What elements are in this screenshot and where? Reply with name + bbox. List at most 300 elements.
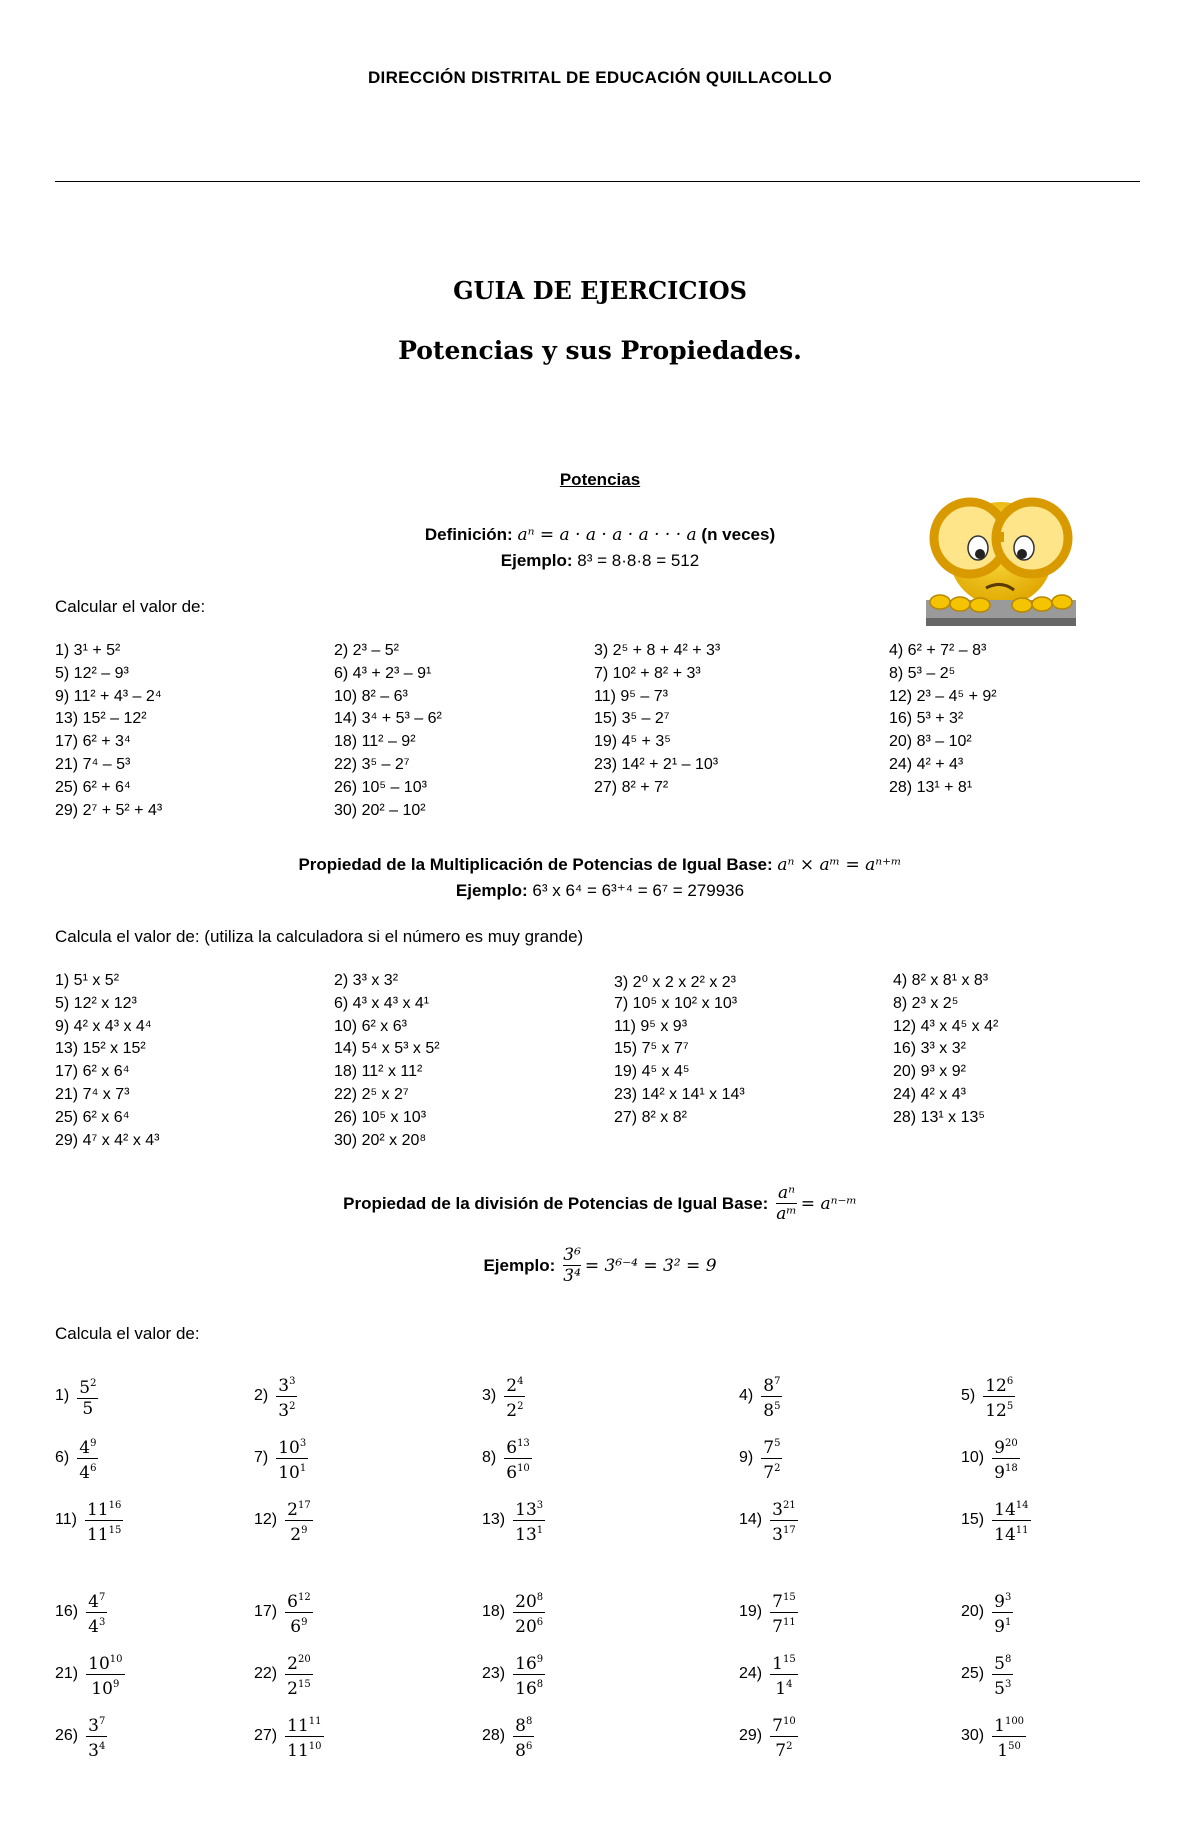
denominator-exponent: 11 — [1015, 1524, 1029, 1536]
definition-suffix: (n veces) — [701, 525, 776, 544]
denominator-exponent: 11 — [782, 1616, 796, 1628]
division-property-numerator: aⁿ — [778, 1183, 796, 1203]
numerator-exponent: 13 — [517, 1437, 530, 1449]
fraction-exercise — [254, 1586, 313, 1638]
exercise-item: 10) 6² x 6³ — [334, 1017, 407, 1035]
denominator-base: 4 — [88, 1616, 99, 1637]
denominator-exponent: 6 — [525, 1740, 533, 1752]
numerator-base: 20 — [515, 1591, 537, 1612]
exercise-item: 1) 5¹ x 5² — [55, 972, 120, 989]
denominator-exponent: 3 — [98, 1616, 106, 1628]
denominator — [513, 1521, 545, 1545]
fraction-exercise — [254, 1494, 313, 1546]
numerator-exponent: 15 — [782, 1591, 796, 1603]
fraction-exercise — [55, 1586, 107, 1638]
denominator-exponent: 1 — [299, 1462, 307, 1474]
exercise-number: 28) — [482, 1727, 506, 1744]
fraction — [85, 1496, 123, 1545]
division-property-rhs: = aⁿ⁻ᵐ — [800, 1193, 857, 1214]
denominator-exponent: 6 — [536, 1616, 544, 1628]
numerator-exponent: 2 — [90, 1377, 97, 1389]
exercise-number: 6) — [55, 1449, 70, 1466]
example-label-3: Ejemplo: — [483, 1255, 556, 1275]
exercise-item: 30) 20² x 20⁸ — [334, 1131, 427, 1149]
exercise-item: 17) 6² x 6⁴ — [55, 1063, 130, 1081]
denominator — [86, 1613, 107, 1637]
exercise-item: 25) 6² + 6⁴ — [55, 778, 131, 796]
exercise-number: 20) — [961, 1603, 985, 1620]
exercise-item: 2) 2³ – 5² — [334, 642, 399, 659]
denominator — [86, 1737, 107, 1761]
denominator-base: 3 — [278, 1400, 290, 1421]
numerator-base: 5 — [994, 1653, 1005, 1674]
exercise-item: 5) 12² x 12³ — [55, 994, 137, 1012]
exercise-item: 8) 2³ x 2⁵ — [893, 994, 959, 1012]
fraction — [513, 1712, 534, 1761]
division-property-line — [0, 1183, 1200, 1224]
numerator-base: 3 — [88, 1715, 99, 1736]
numerator — [86, 1650, 124, 1674]
numerator-base: 1 — [994, 1715, 1005, 1736]
numerator — [770, 1496, 798, 1520]
numerator — [77, 1374, 98, 1398]
denominator — [761, 1397, 782, 1421]
numerator-exponent: 11 — [308, 1715, 322, 1727]
denominator-base: 9 — [994, 1462, 1005, 1483]
exercise-item: 11) 9⁵ x 9³ — [614, 1017, 688, 1035]
example-text-2: 6³ x 6⁴ = 6³⁺⁴ = 6⁷ = 279936 — [527, 881, 745, 900]
fraction-exercise — [739, 1494, 798, 1546]
numerator-base: 3 — [278, 1375, 290, 1396]
numerator-base: 7 — [763, 1437, 775, 1458]
exercise-item: 10) 8² – 6³ — [334, 687, 408, 705]
exercise-number: 27) — [254, 1727, 278, 1744]
numerator — [276, 1434, 308, 1458]
exercise-item: 26) 10⁵ x 10³ — [334, 1108, 427, 1126]
example-text: 8³ = 8·8·8 = 512 — [572, 551, 700, 570]
exercise-item: 8) 5³ – 2⁵ — [889, 664, 956, 682]
fraction — [770, 1588, 798, 1637]
denominator-exponent: 9 — [112, 1678, 120, 1690]
exercise-item: 22) 2⁵ x 2⁷ — [334, 1086, 409, 1103]
numerator-exponent: 3 — [289, 1375, 296, 1387]
numerator — [504, 1372, 525, 1396]
numerator-base: 13 — [515, 1499, 537, 1520]
numerator-base: 6 — [287, 1591, 298, 1612]
division-property-denominator: aᵐ — [776, 1204, 797, 1224]
division-property-title: Propiedad de la división de Potencias de Igual Base: — [343, 1193, 769, 1213]
exercise-item: 3) 2⁵ + 8 + 4² + 3³ — [594, 642, 721, 659]
numerator-base: 2 — [287, 1499, 298, 1520]
denominator-exponent: 10 — [308, 1740, 322, 1752]
denominator — [504, 1459, 532, 1483]
denominator-base: 5 — [82, 1398, 94, 1419]
exercise-item: 16) 3³ x 3² — [893, 1040, 966, 1058]
fraction — [77, 1374, 98, 1419]
fraction-exercise — [482, 1710, 534, 1762]
exercise-item: 11) 9⁵ – 7³ — [594, 687, 668, 705]
exercise-item: 19) 4⁵ + 3⁵ — [594, 733, 671, 751]
numerator — [761, 1372, 782, 1396]
exercise-item: 18) 11² – 9² — [334, 733, 416, 751]
denominator-base: 10 — [91, 1678, 113, 1699]
guide-title: GUIA DE EJERCICIOS — [453, 276, 747, 305]
fraction-exercise — [254, 1710, 324, 1762]
denominator-base: 16 — [515, 1678, 537, 1699]
division-property-fraction — [776, 1183, 797, 1224]
exercise-item: 4) 6² + 7² – 8³ — [889, 642, 987, 659]
fraction-exercise — [961, 1586, 1013, 1638]
exercise-number: 23) — [482, 1665, 506, 1682]
exercise-item: 12) 2³ – 4⁵ + 9² — [889, 687, 997, 705]
numerator-exponent: 9 — [90, 1437, 97, 1449]
denominator-exponent: 5 — [1006, 1400, 1014, 1412]
denominator-exponent: 10 — [517, 1462, 530, 1474]
fraction — [86, 1712, 107, 1761]
exercise-item: 27) 8² + 7² — [594, 778, 669, 796]
definition-label: Definición: — [424, 525, 513, 544]
numerator — [276, 1372, 297, 1396]
exercise-number: 30) — [961, 1727, 985, 1744]
fraction-exercise — [739, 1370, 782, 1422]
numerator-exponent: 20 — [1004, 1437, 1018, 1449]
fraction-exercise — [482, 1586, 545, 1638]
exercise-number: 2) — [254, 1387, 269, 1404]
denominator — [285, 1737, 323, 1761]
fraction — [77, 1434, 98, 1483]
numerator — [285, 1650, 313, 1674]
fraction-exercise — [739, 1586, 798, 1638]
numerator — [85, 1496, 123, 1520]
exercise-number: 9) — [739, 1449, 754, 1466]
exercise-item: 6) 4³ x 4³ x 4¹ — [334, 994, 430, 1012]
numerator-base: 9 — [994, 1437, 1005, 1458]
numerator-exponent: 3 — [536, 1499, 544, 1511]
numerator-base: 8 — [515, 1715, 526, 1736]
denominator-exponent: 4 — [98, 1740, 106, 1752]
denominator — [992, 1613, 1013, 1637]
denominator-base: 2 — [287, 1678, 298, 1699]
numerator-base: 3 — [772, 1499, 783, 1520]
denominator-base: 8 — [515, 1740, 526, 1761]
fraction — [513, 1588, 545, 1637]
denominator-exponent: 18 — [1004, 1462, 1018, 1474]
denominator — [504, 1397, 525, 1421]
denominator-exponent: 3 — [1004, 1678, 1012, 1690]
numerator — [86, 1588, 107, 1612]
exercise-item: 13) 15² x 15² — [55, 1040, 146, 1058]
exercise-number: 25) — [961, 1665, 985, 1682]
numerator — [992, 1650, 1013, 1674]
denominator — [89, 1675, 121, 1699]
numerator-base: 2 — [506, 1375, 518, 1396]
exercise-item: 26) 10⁵ – 10³ — [334, 778, 427, 796]
denominator-base: 8 — [763, 1400, 775, 1421]
denominator-base: 10 — [278, 1462, 300, 1483]
fraction — [285, 1712, 323, 1761]
exercise-item: 15) 7⁵ x 7⁷ — [614, 1040, 689, 1058]
exercise-item: 9) 11² + 4³ – 2⁴ — [55, 687, 162, 705]
numerator-base: 16 — [515, 1653, 537, 1674]
fraction-exercise — [482, 1648, 545, 1700]
numerator — [513, 1712, 534, 1736]
denominator — [770, 1521, 798, 1545]
exercise-number: 19) — [739, 1603, 763, 1620]
denominator-exponent: 2 — [289, 1400, 296, 1412]
fraction — [513, 1496, 545, 1545]
fraction — [770, 1650, 798, 1699]
numerator-exponent: 7 — [98, 1715, 106, 1727]
numerator — [992, 1496, 1030, 1520]
numerator-base: 11 — [86, 1499, 109, 1520]
exercise-item: 3) 2⁰ x 2 x 2² x 2³ — [614, 974, 737, 991]
numerator-base: 5 — [79, 1377, 91, 1398]
exercise-number: 12) — [254, 1511, 278, 1528]
exercise-item: 7) 10² + 8² + 3³ — [594, 664, 701, 682]
guide-subtitle: Potencias y sus Propiedades. — [398, 336, 802, 365]
denominator-base: 7 — [772, 1616, 783, 1637]
fraction — [504, 1434, 532, 1483]
numerator-exponent: 12 — [297, 1591, 311, 1603]
denominator — [276, 1397, 297, 1421]
denominator-base: 1 — [997, 1740, 1009, 1761]
fraction — [285, 1650, 313, 1699]
denominator-base: 14 — [994, 1524, 1016, 1545]
multiplication-property-formula: aⁿ × aᵐ = aⁿ⁺ᵐ — [777, 855, 902, 875]
exercise-number: 15) — [961, 1511, 985, 1528]
fraction-exercise — [961, 1432, 1020, 1484]
multiplication-property-title: Propiedad de la Multiplicación de Potencias de Igual Base: — [298, 855, 773, 874]
numerator-exponent: 100 — [1004, 1715, 1025, 1727]
denominator — [992, 1675, 1013, 1699]
denominator-exponent: 8 — [536, 1678, 544, 1690]
exercise-item: 14) 5⁴ x 5³ x 5² — [334, 1040, 440, 1058]
numerator-exponent: 7 — [98, 1591, 106, 1603]
fraction-exercise — [55, 1710, 107, 1762]
fraction-exercise — [254, 1370, 297, 1422]
numerator — [770, 1650, 798, 1674]
fraction-exercise — [482, 1494, 545, 1546]
denominator — [761, 1459, 782, 1483]
exercise-number: 8) — [482, 1449, 497, 1466]
fraction — [992, 1496, 1030, 1545]
example-line-3 — [0, 1245, 1200, 1286]
exercise-item: 24) 4² + 4³ — [889, 756, 964, 773]
section-potencias-title: Potencias — [559, 470, 641, 489]
district-header: DIRECCIÓN DISTRITAL DE EDUCACIÓN QUILLACOLLO — [367, 68, 832, 87]
fraction-exercise — [254, 1648, 313, 1700]
numerator-exponent: 10 — [782, 1715, 796, 1727]
exercise-number: 22) — [254, 1665, 278, 1682]
denominator-exponent: 1 — [536, 1524, 544, 1536]
denominator-base: 6 — [290, 1616, 302, 1637]
exercise-item: 20) 8³ – 10² — [889, 733, 972, 751]
exercise-item: 28) 13¹ + 8¹ — [889, 778, 973, 796]
exercise-number: 21) — [55, 1665, 79, 1682]
denominator — [77, 1459, 98, 1483]
exercise-item: 6) 4³ + 2³ – 9¹ — [334, 664, 432, 682]
fraction — [276, 1434, 308, 1483]
exercise-item: 22) 3⁵ – 2⁷ — [334, 756, 410, 773]
denominator — [773, 1675, 794, 1699]
numerator-exponent: 6 — [1006, 1375, 1014, 1387]
exercise-number: 24) — [739, 1665, 763, 1682]
numerator — [513, 1496, 545, 1520]
exercise-item: 9) 4² x 4³ x 4⁴ — [55, 1017, 152, 1035]
numerator-base: 10 — [278, 1437, 300, 1458]
numerator — [285, 1712, 323, 1736]
numerator-exponent: 8 — [536, 1591, 544, 1603]
denominator-base: 12 — [985, 1400, 1007, 1421]
fraction-exercise — [55, 1432, 98, 1484]
numerator-exponent: 4 — [517, 1375, 524, 1387]
numerator-base: 4 — [79, 1437, 91, 1458]
definition-formula: aⁿ = a · a · a · a · · · a — [517, 525, 697, 545]
header-rule — [55, 181, 1140, 182]
denominator — [983, 1397, 1015, 1421]
exercise-item: 29) 4⁷ x 4² x 4³ — [55, 1131, 160, 1149]
example-label: Ejemplo: — [500, 551, 573, 570]
numerator — [77, 1434, 98, 1458]
exercise-item: 21) 7⁴ – 5³ — [55, 756, 131, 773]
fraction-exercise — [739, 1710, 798, 1762]
denominator-exponent: 9 — [301, 1524, 308, 1536]
denominator-base: 1 — [775, 1678, 787, 1699]
exercise-number: 16) — [55, 1603, 79, 1620]
numerator — [285, 1588, 313, 1612]
exercise-number: 3) — [482, 1387, 497, 1404]
denominator-base: 7 — [775, 1740, 787, 1761]
denominator — [276, 1459, 308, 1483]
numerator-exponent: 9 — [536, 1653, 544, 1665]
numerator — [285, 1496, 313, 1520]
exercise-item: 5) 12² – 9³ — [55, 664, 129, 682]
fraction — [285, 1588, 313, 1637]
numerator-base: 6 — [506, 1437, 518, 1458]
fraction — [992, 1650, 1013, 1699]
exercise-item: 12) 4³ x 4⁵ x 4² — [893, 1017, 999, 1035]
exercise-item: 16) 5³ + 3² — [889, 710, 964, 728]
denominator-exponent: 5 — [774, 1400, 781, 1412]
numerator-exponent: 8 — [1004, 1653, 1012, 1665]
denominator — [288, 1521, 309, 1545]
numerator-exponent: 7 — [774, 1375, 781, 1387]
fraction — [513, 1650, 545, 1699]
numerator-base: 11 — [287, 1715, 309, 1736]
denominator-base: 9 — [994, 1616, 1005, 1637]
denominator-base: 2 — [290, 1524, 302, 1545]
denominator-exponent: 9 — [301, 1616, 308, 1628]
denominator-base: 3 — [772, 1524, 783, 1545]
numerator-base: 4 — [88, 1591, 99, 1612]
numerator-exponent: 16 — [108, 1499, 122, 1511]
exercise-item: 25) 6² x 6⁴ — [55, 1108, 130, 1126]
fraction-exercise — [55, 1370, 98, 1422]
instruction-potencias: Calcular el valor de: — [55, 597, 206, 616]
numerator-base: 2 — [287, 1653, 298, 1674]
denominator-exponent: 15 — [297, 1678, 311, 1690]
exercise-item: 20) 9³ x 9² — [893, 1063, 966, 1081]
numerator-exponent: 3 — [299, 1437, 307, 1449]
fraction-exercise — [739, 1648, 798, 1700]
exercise-item: 2) 3³ x 3² — [334, 972, 399, 989]
denominator — [80, 1399, 95, 1419]
fraction-exercise — [55, 1494, 123, 1546]
exercise-item: 13) 15² – 12² — [55, 710, 147, 728]
denominator-exponent: 2 — [517, 1400, 524, 1412]
multiplication-property-line — [0, 855, 1200, 875]
example-rhs: = 3⁶⁻⁴ = 3² = 9 — [584, 1255, 717, 1276]
denominator — [288, 1613, 309, 1637]
exercise-number: 13) — [482, 1511, 506, 1528]
exercise-item: 29) 2⁷ + 5² + 4³ — [55, 801, 163, 819]
numerator — [992, 1434, 1020, 1458]
fraction — [992, 1434, 1020, 1483]
exercise-item: 1) 3¹ + 5² — [55, 642, 121, 659]
denominator-base: 7 — [763, 1462, 775, 1483]
numerator-exponent: 21 — [782, 1499, 796, 1511]
numerator — [770, 1588, 798, 1612]
exercise-item: 15) 3⁵ – 2⁷ — [594, 710, 670, 728]
denominator — [773, 1737, 794, 1761]
exercise-item: 27) 8² x 8² — [614, 1108, 687, 1126]
exercise-number: 10) — [961, 1449, 985, 1466]
fraction — [86, 1588, 107, 1637]
fraction — [761, 1434, 782, 1483]
fraction-exercise — [254, 1432, 308, 1484]
instruction-multiplication: Calcula el valor de: (utiliza la calculadora si el número es muy grande) — [55, 927, 584, 946]
exercise-item: 18) 11² x 11² — [334, 1063, 423, 1081]
example-denominator: 3⁴ — [563, 1266, 581, 1286]
exercise-number: 18) — [482, 1603, 506, 1620]
denominator-base: 11 — [86, 1524, 109, 1545]
numerator-exponent: 10 — [109, 1653, 123, 1665]
fraction-exercise — [961, 1370, 1015, 1422]
exercise-number: 17) — [254, 1603, 278, 1620]
exercise-item: 30) 20² – 10² — [334, 801, 426, 819]
fraction — [86, 1650, 124, 1699]
fraction — [992, 1588, 1013, 1637]
numerator — [992, 1712, 1026, 1736]
denominator-exponent: 17 — [782, 1524, 796, 1536]
numerator-base: 9 — [994, 1591, 1005, 1612]
denominator-base: 2 — [506, 1400, 518, 1421]
exercise-item: 19) 4⁵ x 4⁵ — [614, 1063, 690, 1081]
fraction — [761, 1372, 782, 1421]
example-line-2 — [0, 881, 1200, 901]
denominator — [770, 1613, 798, 1637]
numerator-exponent: 8 — [525, 1715, 533, 1727]
fraction-exercise — [55, 1648, 125, 1700]
exercise-item: 17) 6² + 3⁴ — [55, 733, 131, 751]
denominator-base: 11 — [287, 1740, 309, 1761]
numerator-base: 1 — [772, 1653, 783, 1674]
denominator — [513, 1737, 534, 1761]
denominator — [992, 1521, 1030, 1545]
exercise-number: 14) — [739, 1511, 763, 1528]
numerator-base: 12 — [985, 1375, 1007, 1396]
exercise-item: 23) 14² x 14¹ x 14³ — [614, 1086, 745, 1103]
numerator-base: 14 — [994, 1499, 1016, 1520]
denominator-base: 20 — [515, 1616, 537, 1637]
exercise-item: 28) 13¹ x 13⁵ — [893, 1108, 986, 1126]
denominator-base: 3 — [88, 1740, 99, 1761]
numerator-exponent: 3 — [1004, 1591, 1012, 1603]
instruction-division: Calcula el valor de: — [55, 1324, 200, 1343]
fraction-exercise — [482, 1432, 532, 1484]
denominator — [995, 1737, 1023, 1761]
fraction-exercise — [961, 1494, 1031, 1546]
